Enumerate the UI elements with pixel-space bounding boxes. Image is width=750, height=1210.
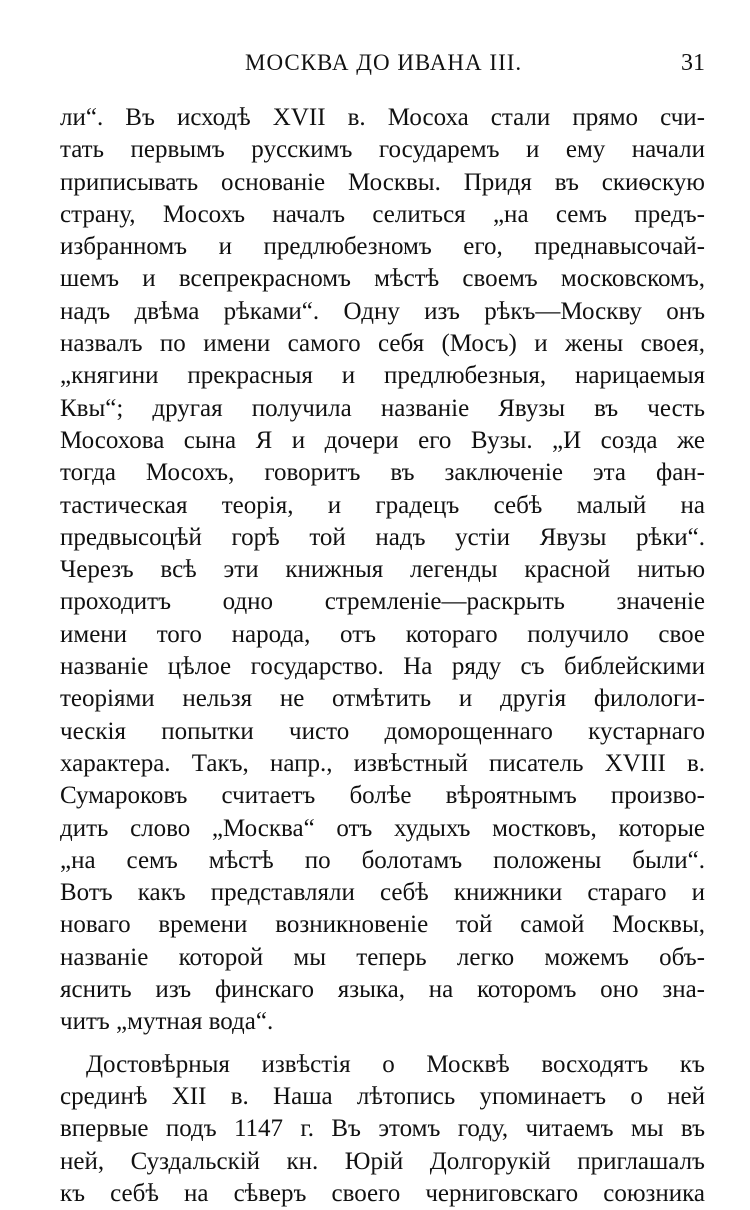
text-line: имени того народа, отъ котораго получило свое [60, 620, 705, 648]
text-line: тастическая теорiя, и градецъ себѣ малый на [60, 491, 705, 519]
text-line: читъ „мутная вода“. [60, 1008, 274, 1036]
text-line: ческiя попытки чисто доморощеннаго кустарнаго [60, 717, 705, 745]
paragraph-2 [60, 1049, 705, 1210]
text-line: ли“. Въ исходѣ XVII в. Мосоха стали прямо счи- [60, 104, 705, 131]
text-line: „на семъ мѣстѣ по болотамъ положены были“. [60, 846, 705, 874]
text-line: названiе цѣлое государство. На ряду съ библейскими [60, 653, 705, 681]
text-line: ней, Суздальскiй кн. Юрiй Долгорукiй приглашалъ [60, 1147, 705, 1175]
paragraph-gap [60, 1039, 705, 1049]
text-line: Вотъ какъ представляли себѣ книжники стараго и [60, 879, 705, 907]
text-line: страну, Мосохъ началъ селиться „на семъ предъ- [60, 200, 705, 228]
text-line: Мосохова сына Я и дочери его Вузы. „И созда же [60, 426, 705, 454]
text-line: теорiями нельзя не отмѣтить и другiя филологи- [60, 685, 705, 713]
text-line: избранномъ и предлюбезномъ его, преднавысочай- [60, 233, 705, 261]
text-line: назвалъ по имени самого себя (Мосъ) и жены своея, [60, 330, 705, 358]
text-line: Квы“; другая получила названiе Явузы въ честь [60, 394, 705, 422]
text-line: характера. Такъ, напр., извѣстный писатель XVIII в. [60, 749, 705, 777]
text-line: тогда Мосохъ, говоритъ въ заключенiе эта фан- [60, 459, 705, 487]
paragraph-1 [60, 102, 705, 1039]
text-line: Достовѣрныя извѣстiя о Москвѣ восходятъ къ [86, 1050, 705, 1078]
page-header [60, 50, 705, 90]
text-line: яснить изъ финскаго языка, на которомъ оно зна- [60, 976, 705, 1004]
text-line: впервые подъ 1147 г. Въ этомъ году, читаемъ мы въ [60, 1115, 705, 1143]
text-line: срединѣ XII в. Наша лѣтопись упоминаетъ о ней [60, 1082, 705, 1110]
text-line: приписывать основанiе Москвы. Придя въ скиѳскую [60, 168, 705, 196]
text-line: Сумароковъ считаетъ болѣе вѣроятнымъ произво- [60, 782, 705, 810]
body-text [60, 102, 705, 1210]
text-line: „княгини прекрасныя и предлюбезныя, нарицаемыя [60, 362, 705, 390]
text-line: дить слово „Москва“ отъ худыхъ мостковъ, которые [60, 814, 705, 842]
text-line: тать первымъ русскимъ государемъ и ему начали [60, 136, 705, 164]
running-head: МОСКВА ДО ИВАНА III. [245, 50, 523, 75]
text-line: новаго времени возникновенiе той самой Москвы, [60, 911, 705, 939]
text-line: предвысоцѣй горѣ той надъ устiи Явузы рѣки“. [60, 523, 705, 551]
text-line: шемъ и всепрекрасномъ мѣстѣ своемъ московскомъ, [60, 265, 705, 293]
text-line: Черезъ всѣ эти книжныя легенды красной нитью [60, 556, 705, 584]
text-line: проходитъ одно стремленiе—раскрыть значенiе [60, 588, 705, 616]
page-number: 31 [681, 50, 705, 76]
text-line: названiе которой мы теперь легко можемъ объ- [60, 943, 705, 971]
text-line: къ себѣ на сѣверъ своего черниговскаго союзника [60, 1179, 705, 1207]
text-line: надъ двѣма рѣками“. Одну изъ рѣкъ—Москву онъ [60, 297, 705, 325]
